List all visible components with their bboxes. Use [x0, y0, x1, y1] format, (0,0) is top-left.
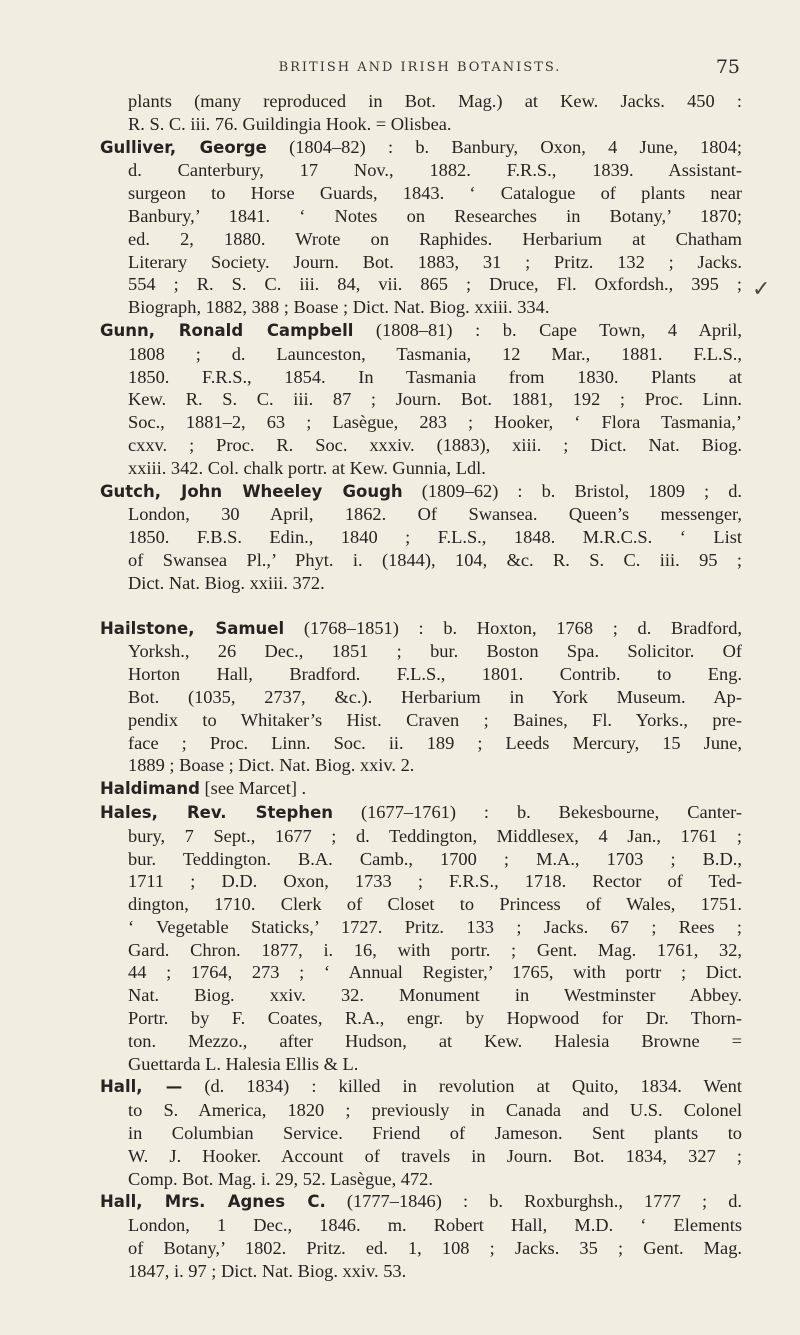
- entry-line: [100, 136, 742, 160]
- entry-line: face ; Proc. Linn. Soc. ii. 189 ; Leeds Mercury, 15 June,: [128, 732, 742, 753]
- entry-name: Hall, —: [100, 1077, 183, 1097]
- entry-line: Portr. by F. Coates, R.A., engr. by Hopwood for Dr. Thorn-: [128, 1008, 742, 1029]
- biography-entry: [100, 480, 742, 595]
- entry-line: [100, 1075, 742, 1099]
- entry-line: Comp. Bot. Mag. i. 29, 52. Lasègue, 472.: [128, 1168, 433, 1189]
- entry-line: ton. Mezzo., after Hudson, at Kew. Halesia Browne =: [128, 1030, 742, 1051]
- entry-line: of Swansea Pl.,’ Phyt. i. (1844), 104, &c. R. S. C. iii. 95 ;: [128, 549, 742, 570]
- entry-line: cxxv. ; Proc. R. Soc. xxxiv. (1883), xiii. ; Dict. Nat. Biog.: [128, 434, 742, 455]
- entry-text: (1809–62) : b. Bristol, 1809 ; d.: [402, 480, 742, 501]
- biography-entry: [100, 617, 742, 778]
- entry-line: bury, 7 Sept., 1677 ; d. Teddington, Middlesex, 4 Jan., 1761 ;: [128, 825, 742, 846]
- entry-line: Kew. R. S. C. iii. 87 ; Journ. Bot. 1881, 192 ; Proc. Linn.: [128, 389, 742, 410]
- entry-line: Yorksh., 26 Dec., 1851 ; bur. Boston Spa. Solicitor. Of: [128, 641, 742, 662]
- biography-entry: [100, 136, 742, 319]
- entry-line: Gard. Chron. 1877, i. 16, with portr. ; Gent. Mag. 1761, 32,: [128, 939, 742, 960]
- entry-line: pendix to Whitaker’s Hist. Craven ; Baines, Fl. Yorks., pre-: [128, 709, 742, 730]
- entry-line: 1847, i. 97 ; Dict. Nat. Biog. xxiv. 53.: [128, 1260, 407, 1281]
- margin-check-mark: ✓: [752, 277, 771, 302]
- entry-line: Dict. Nat. Biog. xxiii. 372.: [128, 572, 325, 593]
- entry-name: Hales, Rev. Stephen: [100, 802, 334, 822]
- entry-line: 1711 ; D.D. Oxon, 1733 ; F.R.S., 1718. Rector of Ted-: [128, 871, 742, 892]
- entry-line: 44 ; 1764, 273 ; ‘ Annual Register,’ 1765, with portr ; Dict.: [128, 962, 742, 983]
- entry-line: Guettarda L. Halesia Ellis & L.: [128, 1053, 359, 1074]
- biography-entry: [100, 319, 742, 480]
- entry-gap: [100, 595, 742, 617]
- entry-line: R. S. C. iii. 76. Guildingia Hook. = Olisbea.: [128, 113, 452, 134]
- entry-line: Nat. Biog. xxiv. 32. Monument in Westminster Abbey.: [128, 985, 742, 1006]
- entry-text: (1768–1851) : b. Hoxton, 1768 ; d. Bradford,: [284, 617, 742, 638]
- entry-line: Horton Hall, Bradford. F.L.S., 1801. Contrib. to Eng.: [128, 664, 742, 685]
- biography-entry: [100, 1190, 742, 1282]
- entry-name: Hall, Mrs. Agnes C.: [100, 1192, 326, 1212]
- entry-line: [100, 617, 742, 641]
- biography-entry: [100, 1075, 742, 1190]
- entry-line: bur. Teddington. B.A. Camb., 1700 ; M.A., 1703 ; B.D.,: [128, 848, 742, 869]
- entry-text: [see Marcet] .: [199, 778, 307, 799]
- entry-line: [100, 480, 742, 504]
- entry-line: of Botany,’ 1802. Pritz. ed. 1, 108 ; Jacks. 35 ; Gent. Mag.: [128, 1238, 742, 1259]
- entry-name: Gulliver, George: [100, 137, 267, 157]
- entry-name: Haldimand: [100, 779, 200, 799]
- entry-text: (1677–1761) : b. Bekesbourne, Canter-: [333, 801, 742, 822]
- entry-line: 554 ; R. S. C. iii. 84, vii. 865 ; Druce, Fl. Oxfordsh., 395 ;: [128, 274, 742, 295]
- entry-text: (d. 1834) : killed in revolution at Quito, 1834. Went: [182, 1076, 742, 1097]
- entry-line: [100, 801, 742, 825]
- page-number: 75: [715, 56, 740, 78]
- entry-line: in Columbian Service. Friend of Jameson. Sent plants to: [128, 1123, 742, 1144]
- entry-line: Banbury,’ 1841. ‘ Notes on Researches in Botany,’ 1870;: [128, 205, 742, 226]
- running-title: BRITISH AND IRISH BOTANISTS.: [278, 60, 562, 75]
- entry-line: 1850. F.R.S., 1854. In Tasmania from 1830. Plants at: [128, 366, 742, 387]
- entry-line: surgeon to Horse Guards, 1843. ‘ Catalogue of plants near: [128, 183, 742, 204]
- entry-text: (1777–1846) : b. Roxburghsh., 1777 ; d.: [325, 1191, 742, 1212]
- entry-line: to S. America, 1820 ; previously in Canada and U.S. Colonel: [128, 1100, 742, 1121]
- entry-name: Hailstone, Samuel: [100, 618, 285, 638]
- entry-line: 1808 ; d. Launceston, Tasmania, 12 Mar., 1881. F.L.S.,: [128, 343, 742, 364]
- entry-line: plants (many reproduced in Bot. Mag.) at Kew. Jacks. 450 :: [128, 91, 742, 111]
- entry-line: London, 30 April, 1862. Of Swansea. Queen’s messenger,: [128, 504, 742, 525]
- entry-line: xxiii. 342. Col. chalk portr. at Kew. Gunnia, Ldl.: [128, 457, 486, 478]
- biography-entry: [100, 90, 742, 136]
- entry-line: 1889 ; Boase ; Dict. Nat. Biog. xxiv. 2.: [128, 755, 415, 776]
- entry-line: Literary Society. Journ. Bot. 1883, 31 ; Pritz. 132 ; Jacks.: [128, 251, 742, 272]
- entry-line: [100, 777, 742, 801]
- entry-line: [100, 319, 742, 343]
- entry-line: Soc., 1881–2, 63 ; Lasègue, 283 ; Hooker, ‘ Flora Tasmania,’: [128, 412, 742, 433]
- entry-line: [100, 1190, 742, 1214]
- entry-text: (1804–82) : b. Banbury, Oxon, 4 June, 1804;: [266, 136, 742, 157]
- entry-line: ‘ Vegetable Staticks,’ 1727. Pritz. 133 ; Jacks. 67 ; Rees ;: [128, 916, 742, 937]
- entry-line: ed. 2, 1880. Wrote on Raphides. Herbarium at Chatham: [128, 228, 742, 249]
- entry-line: dington, 1710. Clerk of Closet to Princess of Wales, 1751.: [128, 894, 742, 915]
- entry-line: Biograph, 1882, 388 ; Boase ; Dict. Nat. Biog. xxiii. 334.: [128, 297, 550, 318]
- dictionary-text: [100, 90, 742, 1283]
- entry-name: Gunn, Ronald Campbell: [100, 320, 354, 340]
- entry-line: d. Canterbury, 17 Nov., 1882. F.R.S., 1839. Assistant-: [128, 160, 742, 181]
- entry-text: (1808–81) : b. Cape Town, 4 April,: [353, 319, 742, 340]
- entry-line: W. J. Hooker. Account of travels in Journ. Bot. 1834, 327 ;: [128, 1145, 742, 1166]
- biography-entry: [100, 801, 742, 1076]
- entry-name: Gutch, John Wheeley Gough: [100, 481, 403, 501]
- biography-entry: [100, 777, 742, 801]
- entry-line: Bot. (1035, 2737, &c.). Herbarium in York Museum. Ap-: [128, 686, 742, 707]
- entry-line: London, 1 Dec., 1846. m. Robert Hall, M.D. ‘ Elements: [128, 1215, 742, 1236]
- entry-line: 1850. F.B.S. Edin., 1840 ; F.L.S., 1848. M.R.C.S. ‘ List: [128, 527, 742, 548]
